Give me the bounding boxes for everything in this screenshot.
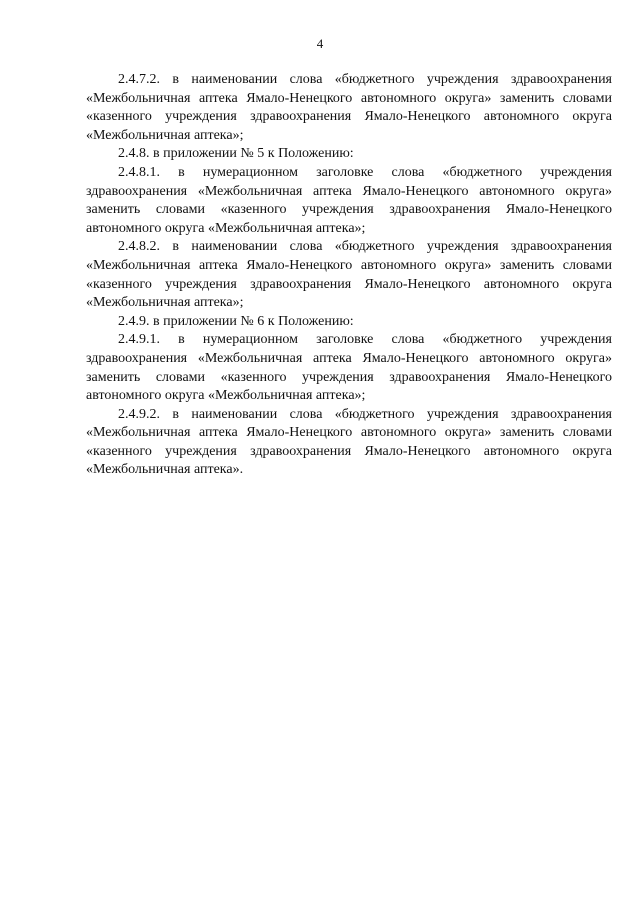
paragraph-2-4-9-1: 2.4.9.1. в нумерационном заголовке слова «бюджетного учреждения здравоохранения «Межбольничная аптека Ямало-Ненецкого автономного округа» заменить словами «казенного учреждения здравоохранения Ямало-Ненецкого автономного округа «Межбольничная аптека»; xyxy=(86,332,612,404)
paragraph-2-4-7-2: 2.4.7.2. в наименовании слова «бюджетного учреждения здравоохранения «Межбольничная аптека Ямало-Ненецкого автономного округа» заменить словами «казенного учреждения здравоохранения Ямало-Ненецкого автономного округа «Межбольничная аптека»; xyxy=(86,72,612,143)
paragraph-2-4-8-2: 2.4.8.2. в наименовании слова «бюджетного учреждения здравоохранения «Межбольничная аптека Ямало-Ненецкого автономного округа» заменить словами «казенного учреждения здравоохранения Ямало-Ненецкого автономного округа «Межбольничная аптека»; xyxy=(86,239,612,311)
paragraph-2-4-9: 2.4.9. в приложении № 6 к Положению: xyxy=(118,313,354,329)
document-body xyxy=(86,71,612,480)
paragraph-2-4-9-2: 2.4.9.2. в наименовании слова «бюджетного учреждения здравоохранения «Межбольничная аптека Ямало-Ненецкого автономного округа» заменить словами «казенного учреждения здравоохранения Ямало-Ненецкого автономного округа «Межбольничная аптека». xyxy=(86,406,612,478)
page-number: 4 xyxy=(316,36,324,51)
paragraph-2-4-8-1: 2.4.8.1. в нумерационном заголовке слова «бюджетного учреждения здравоохранения «Межбольничная аптека Ямало-Ненецкого автономного округа» заменить словами «казенного учреждения здравоохранения Ямало-Ненецкого автономного округа «Межбольничная аптека»; xyxy=(86,164,612,236)
paragraph-2-4-8: 2.4.8. в приложении № 5 к Положению: xyxy=(118,146,354,162)
